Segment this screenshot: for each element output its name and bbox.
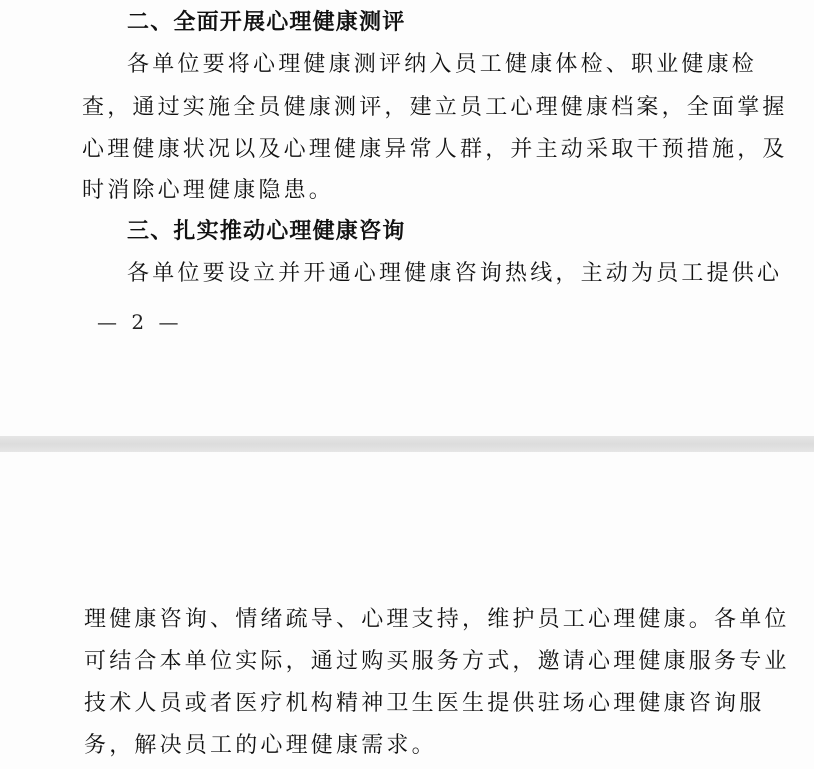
paragraph-line: 心理健康状况以及心理健康异常人群，并主动采取干预措施，及 [82,137,788,162]
paragraph-line: 技术人员或者医疗机构精神卫生医生提供驻场心理健康咨询服 [84,691,765,716]
document-page-3 [0,452,814,769]
page-separator [0,436,814,452]
page-number: — 2 — [97,310,183,334]
paragraph-line: 各单位要将心理健康测评纳入员工健康体检、职业健康检 [127,52,758,77]
paragraph-line: 查，通过实施全员健康测评，建立员工心理健康档案，全面掌握 [82,95,788,120]
section-heading-2: 二、全面开展心理健康测评 [127,10,406,35]
section-heading-3: 三、扎实推动心理健康咨询 [127,219,406,244]
paragraph-line: 时消除心理健康隐患。 [82,178,335,203]
paragraph-line: 各单位要设立并开通心理健康咨询热线，主动为员工提供心 [127,261,783,286]
paragraph-line: 可结合本单位实际，通过购买服务方式，邀请心理健康服务专业 [84,649,790,674]
paragraph-line: 理健康咨询、情绪疏导、心理支持，维护员工心理健康。各单位 [84,607,790,632]
paragraph-line: 务，解决员工的心理健康需求。 [84,733,437,758]
